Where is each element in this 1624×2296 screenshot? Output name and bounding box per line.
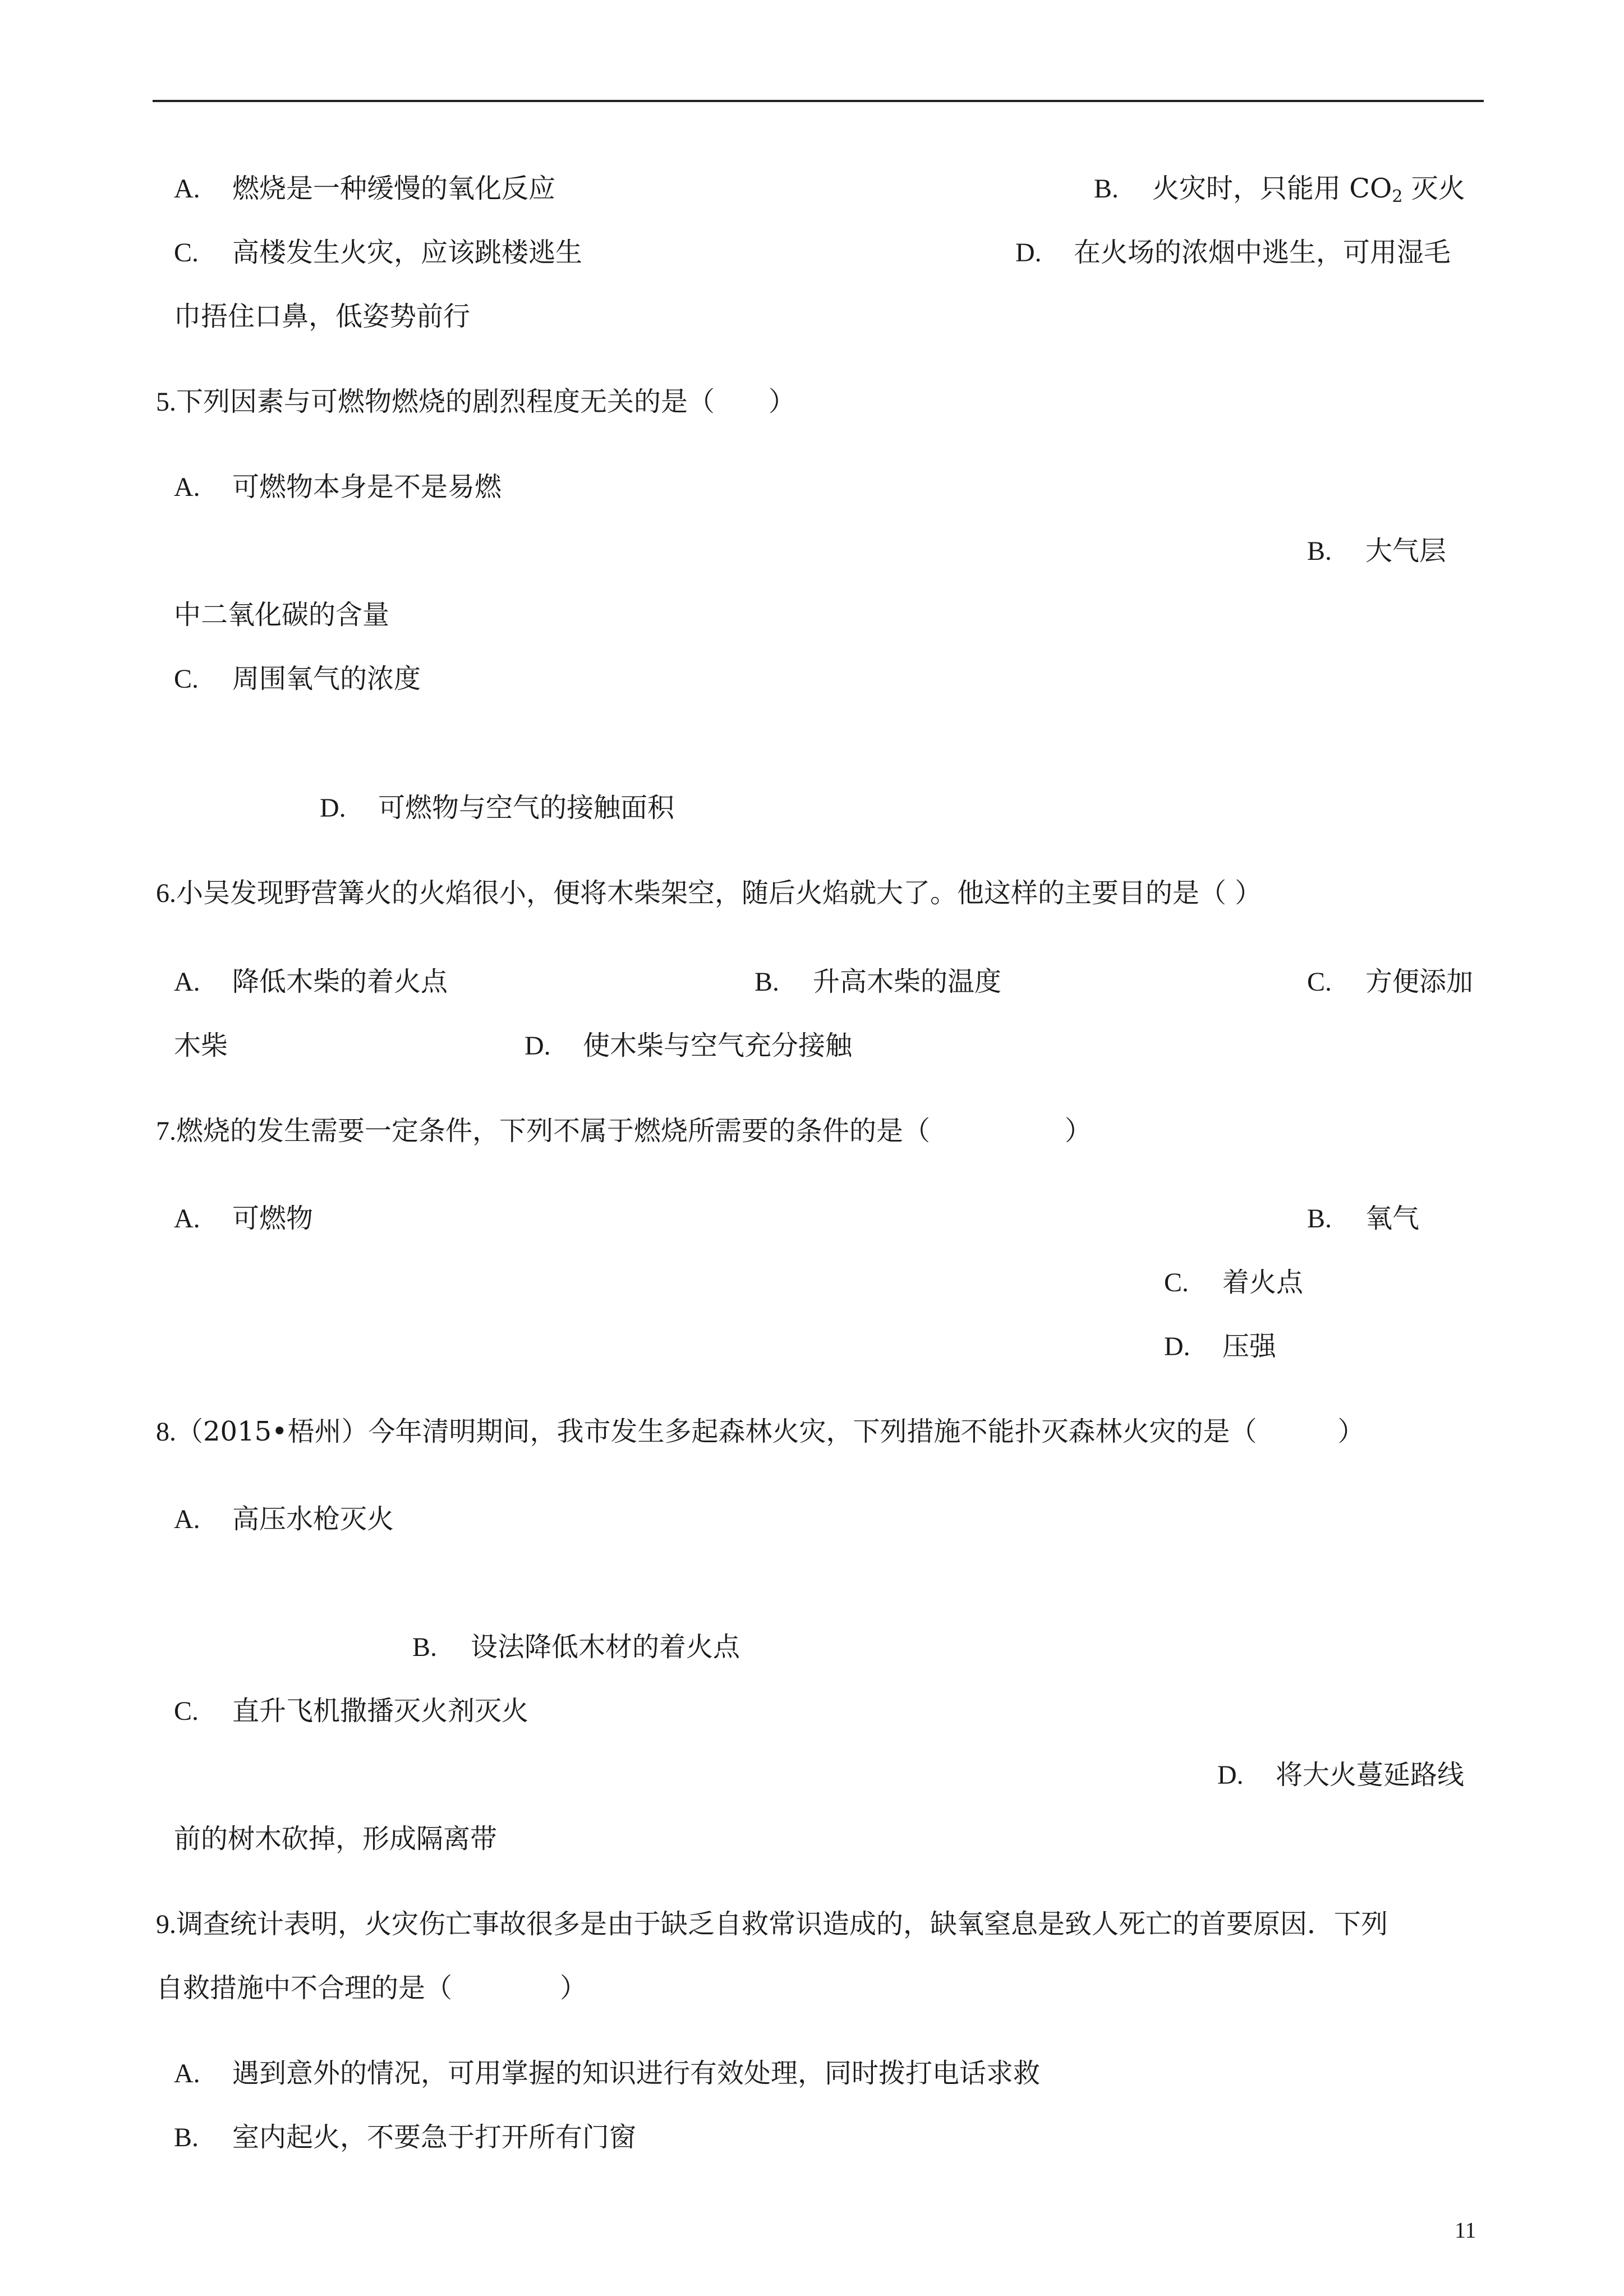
q8-option-b bbox=[412, 1631, 740, 1663]
option-text: 设法降低木材的着火点 bbox=[471, 1631, 740, 1663]
option-letter: C. bbox=[174, 1696, 199, 1726]
option-letter: B. bbox=[755, 967, 780, 997]
q7-option-d bbox=[1164, 1333, 1276, 1360]
option-text: 遇到意外的情况，可用掌握的知识进行有效处理，同时拨打电话求救 bbox=[232, 2058, 1041, 2089]
question-text: 燃烧的发生需要一定条件，下列不属于燃烧所需要的条件的是（ ） bbox=[176, 1115, 1092, 1147]
option-letter: B. bbox=[1094, 174, 1119, 204]
option-text: 着火点 bbox=[1222, 1267, 1304, 1298]
question-number: 7. bbox=[156, 1116, 176, 1146]
q7-option-a bbox=[174, 1205, 313, 1232]
q6-option-c-continuation: 木柴 bbox=[174, 1030, 228, 1061]
option-letter: D. bbox=[1164, 1332, 1190, 1361]
option-letter: B. bbox=[412, 1632, 438, 1662]
option-letter: A. bbox=[174, 2059, 200, 2088]
q4-option-c bbox=[174, 239, 582, 266]
option-text: 直升飞机撒播灭火剂灭火 bbox=[232, 1695, 529, 1727]
q9-stem bbox=[156, 1908, 1388, 1940]
q5-option-b-continuation: 中二氧化碳的含量 bbox=[174, 599, 390, 631]
q4-option-a bbox=[174, 175, 555, 203]
q9-option-a bbox=[174, 2060, 1040, 2087]
option-letter: C. bbox=[1164, 1268, 1189, 1297]
q9-option-b bbox=[174, 2124, 636, 2151]
option-text: 升高木柴的温度 bbox=[813, 966, 1002, 997]
option-letter: B. bbox=[1307, 536, 1332, 566]
option-text: 将大火蔓延路线 bbox=[1276, 1759, 1465, 1791]
question-number: 8. bbox=[156, 1417, 176, 1447]
q9-stem-continuation: 自救措施中不合理的是（ ） bbox=[156, 1972, 587, 2004]
option-text: 周围氧气的浓度 bbox=[232, 663, 421, 694]
q8-option-a bbox=[174, 1503, 394, 1535]
option-letter: B. bbox=[1307, 1204, 1332, 1234]
option-letter: A. bbox=[174, 967, 200, 997]
question-number: 5. bbox=[156, 387, 176, 417]
question-number: 6. bbox=[156, 878, 176, 908]
q7-stem bbox=[156, 1117, 1092, 1145]
q5-option-c bbox=[174, 665, 421, 693]
q6-option-b bbox=[755, 968, 1001, 996]
option-text-pre: 火灾时，只能用 CO bbox=[1152, 173, 1392, 204]
q8-stem bbox=[156, 1418, 1364, 1446]
q4-option-b bbox=[1094, 175, 1465, 205]
q8-option-d bbox=[1217, 1761, 1464, 1789]
question-text: 下列因素与可燃物燃烧的剧烈程度无关的是（ ） bbox=[176, 386, 796, 417]
option-text: 室内起火，不要急于打开所有门窗 bbox=[232, 2122, 637, 2153]
option-letter: C. bbox=[1307, 967, 1332, 997]
q4-option-d bbox=[1015, 239, 1451, 266]
option-text: 在火场的浓烟中逃生，可用湿毛 bbox=[1074, 237, 1451, 268]
q8-option-c bbox=[174, 1697, 528, 1725]
option-text: 方便添加 bbox=[1365, 966, 1474, 997]
question-text: 调查统计表明，火灾伤亡事故很多是由于缺乏自救常识造成的，缺氧窒息是致人死亡的首要原因．下列 bbox=[176, 1908, 1388, 1940]
option-letter: D. bbox=[1015, 238, 1042, 268]
option-text: 大气层 bbox=[1365, 535, 1447, 567]
q6-option-d bbox=[525, 1032, 852, 1060]
option-letter: D. bbox=[525, 1031, 551, 1061]
option-text: 可燃物本身是不是易燃 bbox=[232, 471, 502, 503]
option-letter: A. bbox=[174, 1504, 200, 1534]
option-text: 压强 bbox=[1222, 1331, 1277, 1362]
question-number: 9. bbox=[156, 1910, 176, 1939]
q4-option-d-continuation: 巾捂住口鼻，低姿势前行 bbox=[174, 301, 471, 332]
q7-option-b bbox=[1307, 1205, 1419, 1232]
option-letter: A. bbox=[174, 174, 200, 204]
option-letter: A. bbox=[174, 472, 200, 502]
option-letter: C. bbox=[174, 664, 199, 694]
question-text: （2015•梧州）今年清明期间，我市发生多起森林火灾，下列措施不能扑灭森林火灾的是（ ） bbox=[176, 1416, 1365, 1447]
q8-option-d-continuation: 前的树木砍掉，形成隔离带 bbox=[174, 1823, 498, 1855]
option-text: 使木柴与空气充分接触 bbox=[583, 1030, 853, 1061]
q7-option-c bbox=[1164, 1269, 1303, 1296]
option-letter: D. bbox=[1217, 1760, 1244, 1790]
q5-stem bbox=[156, 388, 795, 416]
option-text-subscript: 2 bbox=[1392, 187, 1403, 206]
option-text: 可燃物与空气的接触面积 bbox=[378, 792, 675, 823]
q6-option-c bbox=[1307, 968, 1473, 996]
option-letter: D. bbox=[320, 793, 346, 823]
option-text: 降低木柴的着火点 bbox=[232, 966, 448, 997]
q6-option-a bbox=[174, 968, 448, 996]
option-letter: B. bbox=[174, 2123, 199, 2152]
option-letter: A. bbox=[174, 1204, 200, 1234]
option-text: 氧气 bbox=[1365, 1203, 1420, 1234]
q5-option-d bbox=[320, 794, 674, 822]
page-number: 11 bbox=[1455, 2217, 1476, 2243]
q5-option-a bbox=[174, 473, 502, 501]
option-text-post: 灭火 bbox=[1402, 173, 1465, 204]
option-letter: C. bbox=[174, 238, 199, 268]
option-text: 燃烧是一种缓慢的氧化反应 bbox=[232, 173, 556, 204]
option-text: 可燃物 bbox=[232, 1203, 314, 1234]
question-text: 小吴发现野营篝火的火焰很小，便将木柴架空，随后火焰就大了。他这样的主要目的是（ ） bbox=[176, 877, 1262, 909]
q5-option-b bbox=[1307, 537, 1446, 565]
option-text: 高楼发生火灾，应该跳楼逃生 bbox=[232, 237, 583, 268]
header-rule bbox=[153, 100, 1484, 102]
q6-stem bbox=[156, 877, 1262, 909]
option-text: 高压水枪灭火 bbox=[232, 1503, 394, 1535]
